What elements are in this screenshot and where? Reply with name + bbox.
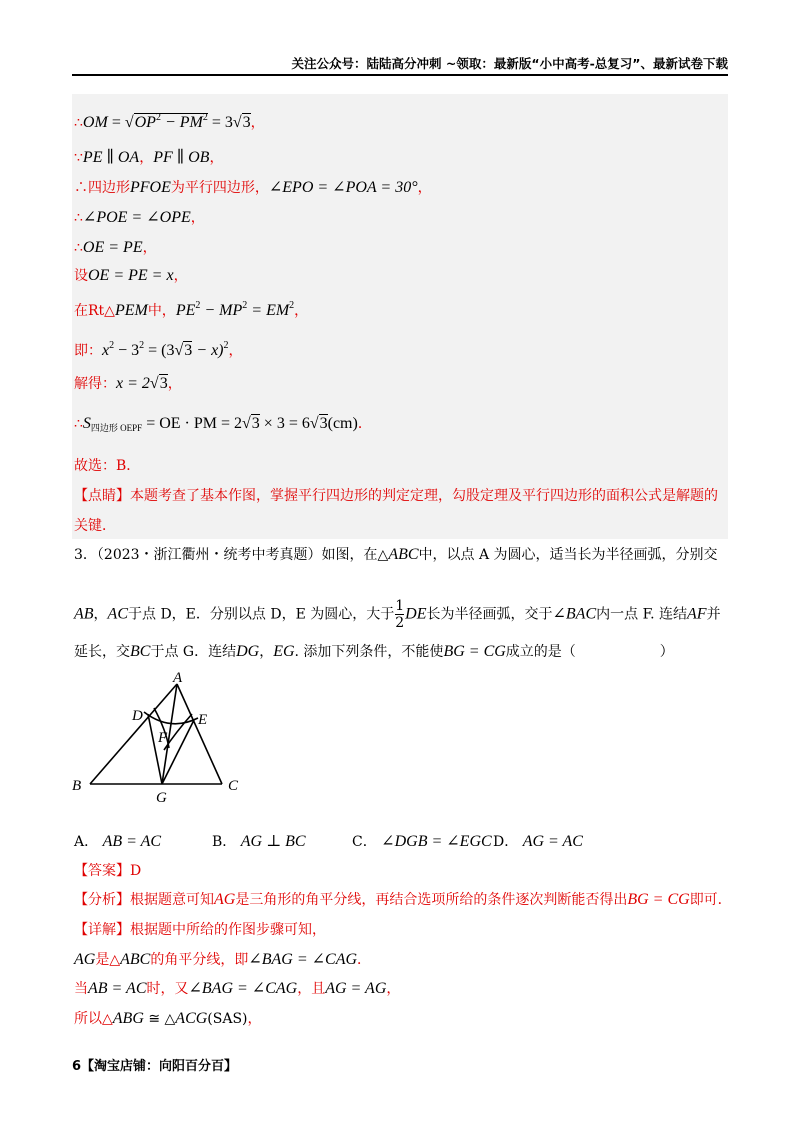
text: 中， — [147, 303, 176, 319]
text: 即： — [74, 343, 102, 359]
solution-line-9 — [74, 374, 182, 394]
expr: = 3 — [207, 114, 233, 131]
fraction-one-half — [395, 598, 404, 631]
text: 在Rt△ — [74, 303, 115, 319]
subscript: 四边形 OEPF — [90, 423, 143, 433]
solution-line-6 — [74, 266, 188, 286]
text: 于点 D，E．分别以点 D，E 为圆心，大于 — [128, 606, 395, 623]
expr: ABC — [388, 546, 419, 563]
label-g: G — [156, 790, 167, 806]
exponent: 2 — [223, 340, 229, 351]
expr: × 3 = 6 — [259, 415, 310, 432]
comma: ， — [228, 343, 243, 359]
solution-choice: 故选：B． — [74, 458, 141, 474]
expr: PFOE — [130, 179, 171, 196]
expr: AF — [687, 605, 707, 623]
therefore-symbol: ∴ — [74, 416, 83, 432]
expr: 3 — [319, 415, 328, 432]
solution-line-4 — [74, 208, 205, 228]
text: 并 — [706, 606, 721, 623]
option-a — [74, 832, 161, 852]
text: 延长，交 — [74, 644, 130, 660]
expr: = EM — [247, 302, 290, 319]
text: 解得： — [74, 376, 116, 392]
page-header: 关注公众号：陆陆高分冲刺 ~领取：最新版“小中高考-总复习”、最新试卷下载 — [291, 56, 728, 71]
exponent: 2 — [195, 300, 201, 311]
expr: ABC — [120, 951, 151, 968]
numerator: 1 — [395, 598, 405, 614]
congruent-symbol: ≅ △ — [143, 1011, 176, 1027]
text: . 添加下列条件，不能使 — [294, 644, 444, 660]
solution-line-2 — [74, 148, 223, 168]
solution-line-7 — [74, 296, 308, 321]
text: 中，以点 A 为圆心，适当长为半径画弧，分别交 — [418, 547, 718, 563]
header-rule — [72, 74, 728, 76]
text: 是△ — [95, 952, 121, 968]
comma: ， — [139, 150, 154, 166]
question-line-2 — [74, 598, 721, 631]
expr: − PM — [160, 114, 203, 131]
exponent: 2 — [109, 340, 115, 351]
expr: AG = AG — [325, 980, 387, 997]
text: (SAS) — [207, 1011, 248, 1027]
answer-line: 【答案】D — [74, 863, 142, 879]
option-c — [352, 832, 492, 852]
expr: AG — [214, 891, 236, 908]
text: 是三角形的角平分线，再结合选项所给的条件逐次判断能否得出 — [235, 892, 628, 908]
sqrt-sign: √ — [124, 114, 134, 131]
sqrt-sign: √ — [149, 375, 159, 392]
option-text: AG ⊥ BC — [240, 833, 306, 850]
therefore-symbol: ∴ — [74, 240, 83, 256]
expr: OP — [134, 114, 156, 131]
triangle-figure — [70, 668, 270, 808]
question-line-3 — [74, 642, 674, 662]
text: ，且 — [297, 981, 326, 997]
text: 长为半径画弧，交于 — [426, 606, 553, 623]
expr: AG — [74, 951, 96, 968]
comma: ， — [142, 240, 157, 256]
text: 3．（2023・浙江衢州・统考中考真题）如图，在△ — [74, 547, 389, 563]
option-text: AB = AC — [102, 833, 162, 850]
expr: − MP — [200, 302, 243, 319]
expr: AB = AC — [88, 980, 147, 997]
expr: PF ∥ OB — [153, 149, 210, 166]
therefore-symbol: ∴ — [74, 210, 83, 226]
option-label: B． — [212, 834, 237, 850]
expr: BG = CG — [627, 891, 690, 908]
solution-line-8 — [74, 336, 243, 361]
detail-line-3 — [74, 979, 400, 999]
text: 成立的是（ ） — [505, 644, 674, 660]
sqrt-sign: √ — [309, 415, 319, 432]
solution-line-3 — [74, 178, 432, 198]
sqrt-sign: √ — [232, 114, 242, 131]
option-d — [493, 832, 583, 852]
expr: − x) — [192, 342, 224, 359]
question-line-1 — [74, 545, 718, 565]
therefore-symbol: ∴ — [74, 115, 83, 131]
sqrt-sign: √ — [242, 415, 251, 432]
expr: ACG — [175, 1010, 208, 1027]
expr: PE — [175, 302, 196, 319]
label-d: D — [132, 708, 143, 724]
expr: 3 — [159, 375, 168, 392]
solution-line-5 — [74, 238, 157, 258]
text: 为平行四边形， — [170, 180, 269, 196]
expr: OE = PE — [82, 239, 143, 256]
period: ． — [357, 952, 372, 968]
segment-dg — [148, 714, 162, 784]
remark-line-2: 关键． — [74, 518, 116, 534]
page-footer — [72, 1055, 237, 1074]
text: 设 — [74, 268, 88, 284]
expr: x — [102, 342, 110, 359]
label-c: C — [228, 778, 239, 794]
label-b: B — [72, 778, 82, 794]
option-b — [212, 832, 306, 852]
expr: = (3 — [144, 342, 175, 359]
expr: AC — [107, 605, 128, 623]
text: 内一点 F. 连结 — [596, 606, 688, 623]
comma: ， — [167, 376, 182, 392]
comma: ， — [259, 644, 274, 660]
comma: ， — [250, 115, 265, 131]
expr: ∠BAG = ∠CAG — [188, 980, 298, 997]
expr: BC — [130, 643, 151, 660]
expr: x = 2 — [116, 375, 150, 392]
comma: ， — [294, 303, 309, 319]
denominator: 2 — [395, 615, 405, 631]
text: 的角平分线，即 — [150, 952, 249, 968]
page-number: 6 — [72, 1059, 82, 1074]
comma: ， — [386, 981, 401, 997]
detail-line-1: 【详解】根据题中所给的作图步骤可知， — [74, 922, 326, 938]
expr: − 3 — [114, 342, 140, 359]
text: 所以△ — [74, 1011, 113, 1027]
expr: ABG — [112, 1010, 144, 1027]
remark-line-1: 【点睛】本题考查了基本作图，掌握平行四边形的判定定理，勾股定理及平行四边形的面积公式是解题的 — [74, 488, 718, 504]
footer-text: 【淘宝店铺：向阳百分百】 — [81, 1059, 238, 1074]
option-label: A． — [74, 834, 99, 850]
comma: ， — [417, 180, 432, 196]
expr: 3 — [242, 114, 251, 131]
exponent: 2 — [202, 112, 208, 123]
expr: S — [82, 415, 91, 432]
text: ∴四边形 — [74, 180, 130, 196]
side-ac — [177, 684, 222, 784]
expr: 3 — [251, 415, 260, 432]
because-symbol: ∵ — [74, 150, 83, 166]
text: 时，又 — [146, 981, 189, 997]
expr: DE — [405, 605, 427, 623]
solution-line-10 — [74, 414, 372, 438]
expr: PEM — [114, 302, 148, 319]
expr: ∠BAC — [552, 605, 597, 623]
expr: EG — [273, 643, 295, 660]
text: 【分析】根据题意可知 — [74, 892, 214, 908]
expr: ∠BAG = ∠CAG — [248, 951, 358, 968]
expr: 3 — [184, 342, 193, 359]
period: ． — [357, 416, 372, 432]
detail-line-2 — [74, 950, 371, 970]
expr: PE ∥ OA — [82, 149, 140, 166]
expr: DG — [236, 643, 260, 660]
exponent: 2 — [242, 300, 248, 311]
sqrt-sign: √ — [174, 342, 184, 359]
exponent: 2 — [139, 340, 145, 351]
expr: ∠EPO = ∠POA = 30° — [268, 179, 418, 196]
label-f: F — [158, 730, 168, 746]
comma: ， — [247, 1011, 262, 1027]
option-label: C． — [352, 834, 377, 850]
analysis-line — [74, 890, 732, 910]
comma: ， — [209, 150, 224, 166]
detail-line-4 — [74, 1009, 262, 1029]
expr: AB — [74, 605, 94, 623]
comma: ， — [190, 210, 205, 226]
expr: = — [107, 114, 125, 131]
comma: ， — [173, 268, 188, 284]
exponent: 2 — [289, 300, 295, 311]
text: 当 — [74, 981, 88, 997]
option-label: D． — [493, 834, 519, 850]
text: 即可． — [689, 892, 732, 908]
unit: (cm) — [327, 415, 358, 432]
comma: ， — [93, 606, 108, 623]
expr: OM — [82, 114, 108, 131]
option-text: ∠DGB = ∠EGC — [381, 833, 492, 850]
expr: OE = PE = x — [88, 267, 174, 284]
solution-line-1 — [74, 108, 265, 133]
expr: = OE · PM = 2 — [142, 415, 243, 432]
expr: BG = CG — [443, 643, 506, 660]
text: 于点 G．连结 — [150, 644, 237, 660]
expr: ∠POE = ∠OPE — [82, 209, 191, 226]
label-a: A — [173, 670, 183, 686]
label-e: E — [198, 712, 208, 728]
option-text: AG = AC — [522, 833, 583, 850]
exponent: 2 — [155, 112, 161, 123]
